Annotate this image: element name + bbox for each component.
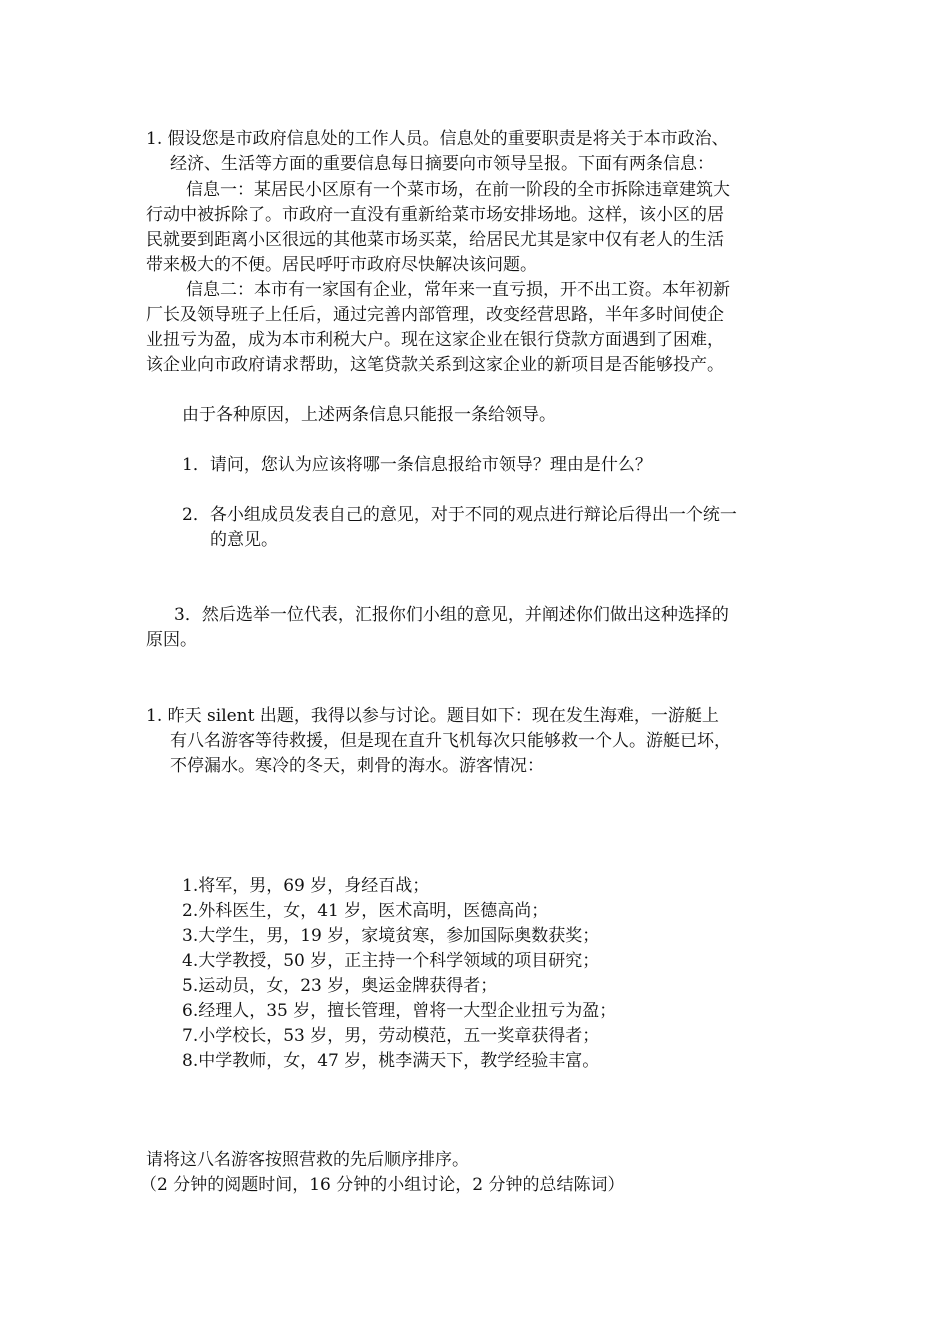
- task-text: 请将这八名游客按照营救的先后顺序排序。: [146, 1150, 469, 1170]
- info1-line: 带来极大的不便。居民呼吁市政府尽快解决该问题。: [146, 255, 537, 275]
- info1-line: 行动中被拆除了。市政府一直没有重新给菜市场安排场地。这样，该小区的居: [146, 205, 724, 225]
- section1-intro-line2: 经济、生活等方面的重要信息每日摘要向市领导呈报。下面有两条信息：: [170, 154, 714, 174]
- info1-line: 民就要到距离小区很远的其他菜市场买菜，给居民尤其是家中仅有老人的生活: [146, 230, 724, 250]
- info2-line: 业扭亏为盈，成为本市利税大户。现在这家企业在银行贷款方面遇到了困难，: [146, 330, 724, 350]
- list-item: 6.经理人，35 岁，擅长管理，曾将一大型企业扭亏为盈；: [182, 1001, 617, 1021]
- section2-intro-line1: 1. 昨天 silent 出题，我得以参与讨论。题目如下：现在发生海难，一游艇上: [146, 706, 719, 726]
- question-2-line2: 的意见。: [210, 530, 278, 550]
- question-3-line1: 3．然后选举一位代表，汇报你们小组的意见，并阐述你们做出这种选择的: [174, 605, 729, 625]
- section2-intro-line3: 不停漏水。寒冷的冬天，刺骨的海水。游客情况：: [170, 756, 544, 776]
- list-item: 7.小学校长，53 岁，男，劳动模范，五一奖章获得者；: [182, 1026, 600, 1046]
- section2-intro-line2: 有八名游客等待救援，但是现在直升飞机每次只能够救一个人。游艇已坏，: [170, 731, 731, 751]
- list-item: 8.中学教师，女，47 岁，桃李满天下，教学经验丰富。: [182, 1051, 600, 1071]
- info2-line: 厂长及领导班子上任后，通过完善内部管理，改变经营思路，半年多时间使企: [146, 305, 724, 325]
- question-1: 1．请问，您认为应该将哪一条信息报给市领导？理由是什么？: [182, 455, 652, 475]
- list-item: 5.运动员，女，23 岁，奥运金牌获得者；: [182, 976, 498, 996]
- list-item: 1.将军，男，69 岁，身经百战；: [182, 876, 430, 896]
- info2-line: 该企业向市政府请求帮助，这笔贷款关系到这家企业的新项目是否能够投产。: [146, 355, 724, 375]
- section1-intro-line1: 1. 假设您是市政府信息处的工作人员。信息处的重要职责是将关于本市政治、: [146, 129, 729, 149]
- info2-line: 信息二：本市有一家国有企业，常年来一直亏损，开不出工资。本年初新: [186, 280, 730, 300]
- constraint-text: 由于各种原因，上述两条信息只能报一条给领导。: [182, 405, 556, 425]
- question-2-line1: 2．各小组成员发表自己的意见，对于不同的观点进行辩论后得出一个统一: [182, 505, 737, 525]
- list-item: 2.外科医生，女，41 岁，医术高明，医德高尚；: [182, 901, 549, 921]
- list-item: 4.大学教授，50 岁，正主持一个科学领域的项目研究；: [182, 951, 600, 971]
- list-item: 3.大学生，男，19 岁，家境贫寒，参加国际奥数获奖；: [182, 926, 600, 946]
- timing-note: （2 分钟的阅题时间，16 分钟的小组讨论，2 分钟的总结陈词）: [140, 1175, 625, 1195]
- info1-line: 信息一：某居民小区原有一个菜市场，在前一阶段的全市拆除违章建筑大: [186, 180, 730, 200]
- question-3-line2: 原因。: [146, 630, 197, 650]
